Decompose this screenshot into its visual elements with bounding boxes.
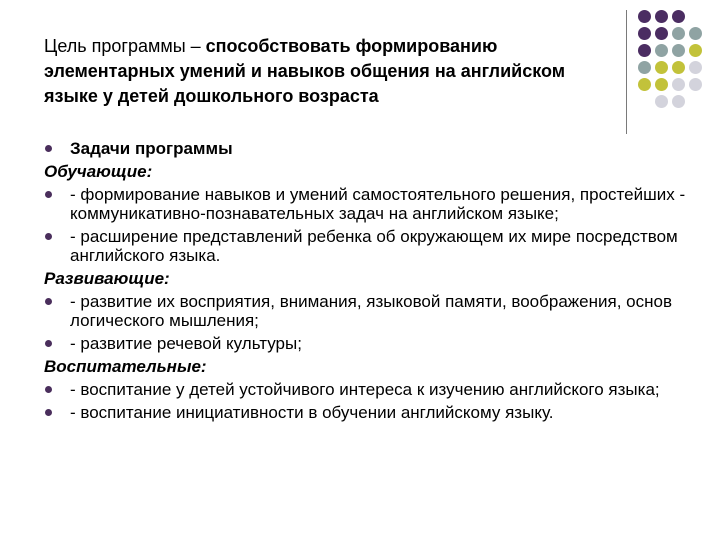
title-prefix: Цель программы –: [44, 36, 206, 56]
list-item-text: - расширение представлений ребенка об окружающем их мире посредством английского языка.: [70, 227, 678, 265]
list-item: [44, 380, 704, 399]
decor-dot: [689, 10, 702, 23]
decor-dot: [672, 78, 685, 91]
decor-dot: [655, 44, 668, 57]
category-label: Обучающие:: [44, 162, 153, 181]
tasks-heading: Задачи программы: [70, 139, 233, 158]
category-label: Развивающие:: [44, 269, 170, 288]
list-item: [44, 334, 704, 353]
decor-dot-grid: [638, 10, 703, 109]
list-item-text: - развитие речевой культуры;: [70, 334, 302, 353]
bullet-icon: [45, 191, 52, 198]
bullet-icon: [45, 386, 52, 393]
bullet-icon: [45, 145, 52, 152]
bullet-icon: [45, 340, 52, 347]
decor-divider: [626, 10, 627, 134]
decor-dot: [638, 95, 651, 108]
decor-dot: [638, 27, 651, 40]
list-item-text: - развитие их восприятия, внимания, языковой памяти, воображения, основ логического мышления;: [70, 292, 672, 330]
decor-dot: [655, 61, 668, 74]
category-label: Воспитательные:: [44, 357, 207, 376]
list-item-text: - воспитание инициативности в обучении английскому языку.: [70, 403, 554, 422]
decor-dot: [672, 95, 685, 108]
title-main: способствовать формированию элементарных умений и навыков общения на английском языке у детей дошкольного возраста: [44, 36, 566, 106]
decor-dot: [638, 78, 651, 91]
decor-dot: [655, 95, 668, 108]
list-item: [44, 292, 704, 330]
decor-dot: [689, 27, 702, 40]
decor-dot: [672, 27, 685, 40]
list-item: [44, 227, 704, 265]
decor-dot: [655, 27, 668, 40]
slide-body: [44, 139, 704, 426]
decor-dot: [638, 10, 651, 23]
bullet-icon: [45, 233, 52, 240]
decor-dot: [655, 10, 668, 23]
decor-dot: [655, 78, 668, 91]
list-item-text: - формирование навыков и умений самостоятельного решения, простейших - коммуникативно-познавательных задач на английском языке;: [70, 185, 686, 223]
decor-dot: [672, 44, 685, 57]
decor-dot: [672, 61, 685, 74]
decor-dot: [638, 44, 651, 57]
bullet-icon: [45, 409, 52, 416]
tasks-heading-row: [44, 139, 704, 158]
list-item: [44, 403, 704, 422]
decor-dot: [638, 61, 651, 74]
decor-dot: [689, 61, 702, 74]
bullet-icon: [45, 298, 52, 305]
list-item: [44, 185, 704, 223]
decor-dot: [672, 10, 685, 23]
decor-dot: [689, 78, 702, 91]
decor-dot: [689, 44, 702, 57]
list-item-text: - воспитание у детей устойчивого интереса к изучению английского языка;: [70, 380, 660, 399]
decor-dot: [689, 95, 702, 108]
slide-title: [44, 34, 604, 109]
